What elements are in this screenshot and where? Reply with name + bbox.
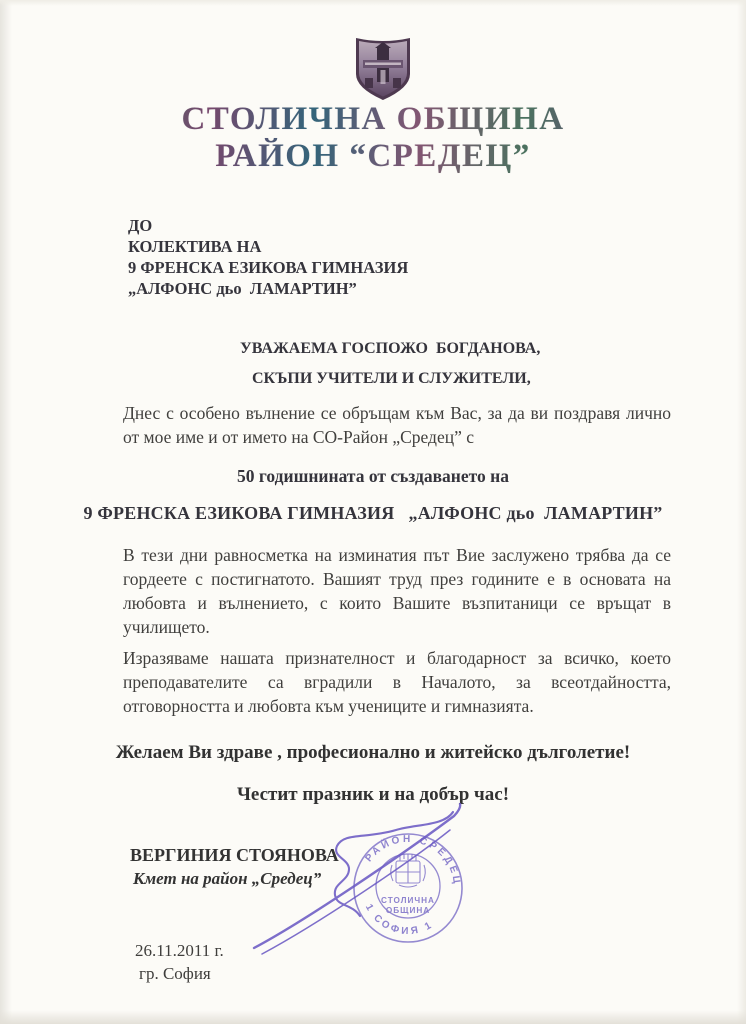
scan-edge-bottom: [0, 1010, 746, 1024]
paragraph-achievement: В тези дни равносметка на изминатия път Вие заслужено трябва да се гордеете с постигнатото. Вашият труд през годините е в основата на любовта и вълнението, с които Вашите възпитаници се връщат в училището.: [123, 545, 671, 637]
salutation-line-1: УВАЖАЕМА ГОСПОЖО БОГДАНОВА,: [240, 340, 541, 357]
handwritten-signature: [248, 800, 476, 960]
recipient-line-lamartin: „АЛФОНС дьо ЛАМАРТИН”: [128, 279, 357, 298]
salutation-line-2: СКЪПИ УЧИТЕЛИ И СЛУЖИТЕЛИ,: [252, 370, 531, 387]
recipient-line-to: ДО: [128, 216, 153, 235]
stamp-center-line2: ОБЩИНА: [385, 906, 431, 915]
holiday-line: Честит празник и на добър час!: [236, 784, 510, 805]
signer-role: Кмет на район „Средец”: [133, 869, 322, 888]
stamp-center-line1: СТОЛИЧНА: [381, 896, 435, 905]
anniversary-line: 50 годишнината от създаването на: [237, 466, 509, 486]
recipient-line-school: 9 ФРЕНСКА ЕЗИКОВА ГИМНАЗИЯ: [128, 258, 409, 277]
paragraph-intro: Днес с особено вълнение се обръщам към Вас, за да ви поздравя лично от мое име и от името на СО-Район „Средец” с: [123, 403, 671, 447]
wish-line: Желаем Ви здраве , професионално и житейско дълголетие!: [115, 742, 631, 763]
stamp-top-text: РАЙОН СРЕДЕЦ: [363, 833, 463, 887]
sofia-shield-emblem-icon: [351, 34, 415, 102]
date-line: 26.11.2011 г.: [135, 941, 224, 960]
recipient-line-staff: КОЛЕКТИВА НА: [128, 237, 262, 256]
recipient-block: [128, 215, 408, 299]
city-line: гр. София: [139, 964, 211, 983]
header-title-municipality: СТОЛИЧНА ОБЩИНА: [0, 101, 746, 138]
scan-edge-top: [0, 0, 746, 6]
school-name-line: 9 ФРЕНСКА ЕЗИКОВА ГИМНАЗИЯ „АЛФОНС дьо ЛАМАРТИН”: [83, 503, 663, 523]
paragraph-gratitude: Изразяваме нашата признателност и благодарност за всичко, което преподавателите са вградили в Началото, за всеотдайността, отговорността и любовта към учениците и гимназията.: [123, 648, 671, 716]
stamp-bottom-text: 1 СОФИЯ 1: [362, 902, 436, 938]
header-title-district: РАЙОН “СРЕДЕЦ”: [0, 138, 746, 175]
signer-name: ВЕРГИНИЯ СТОЯНОВА: [130, 845, 339, 865]
